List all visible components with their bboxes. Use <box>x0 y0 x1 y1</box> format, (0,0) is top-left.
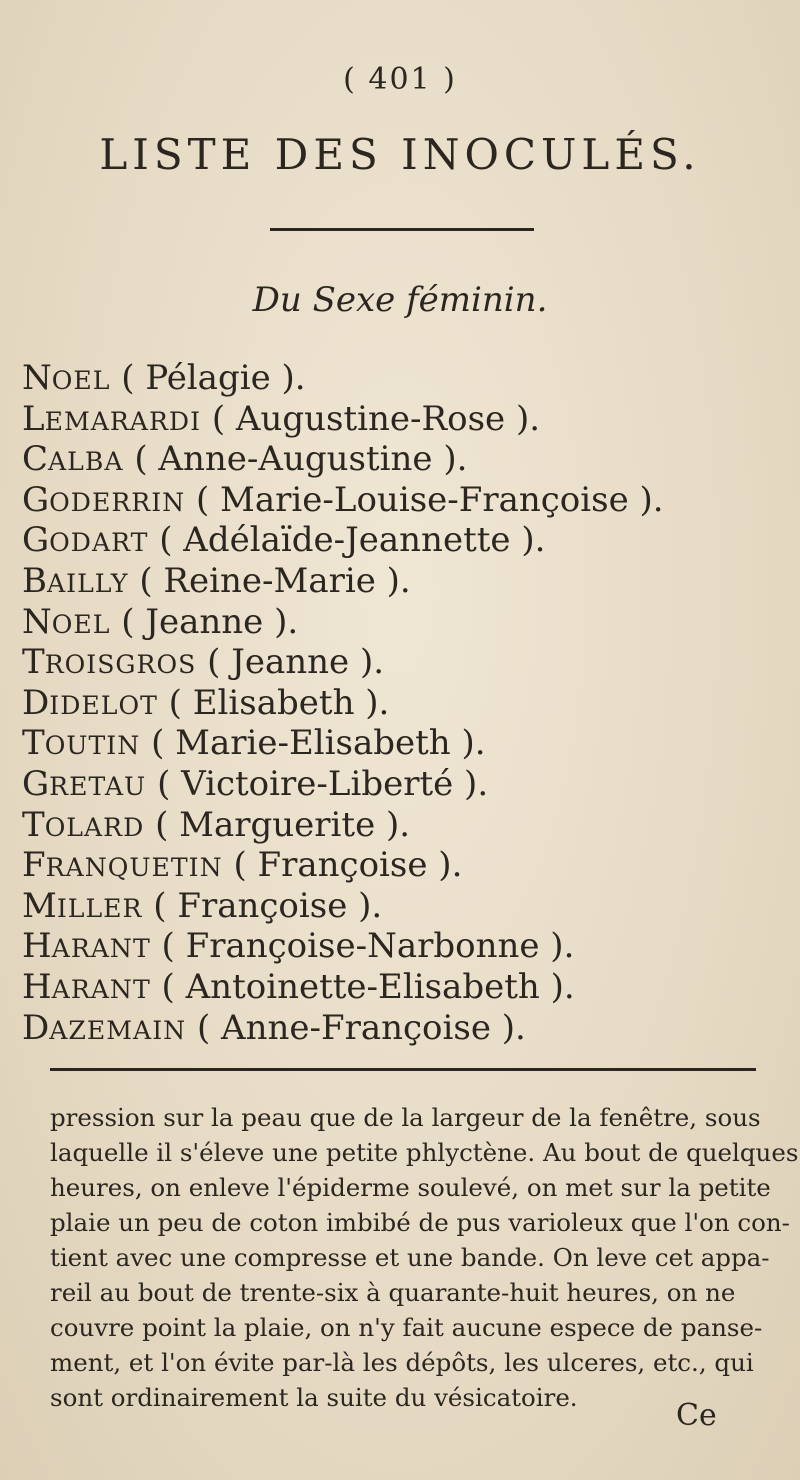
given-names: ( Antoinette-Elisabeth ). <box>161 966 575 1007</box>
given-names: ( Elisabeth ). <box>168 682 390 723</box>
title-rule <box>270 228 534 231</box>
given-names: ( Adélaïde-Jeannette ). <box>159 520 546 561</box>
name-entry <box>22 480 782 521</box>
text-line: ment, et l'on évite par-là les dépôts, les ulceres, etc., qui <box>50 1348 754 1377</box>
surname: CALBA <box>22 439 124 480</box>
given-names: ( Marie-Elisabeth ). <box>151 723 486 764</box>
name-entry <box>22 358 782 399</box>
catchword: Ce <box>676 1398 717 1433</box>
surname: GODERRIN <box>22 479 186 520</box>
surname: GODART <box>22 520 149 561</box>
name-entry <box>22 886 782 927</box>
given-names: ( Françoise ). <box>233 845 463 886</box>
name-entry <box>22 1008 782 1049</box>
given-names: ( Françoise ). <box>153 885 383 926</box>
inoculated-names-list <box>22 358 782 1048</box>
given-names: ( Marguerite ). <box>155 804 411 845</box>
surname: DIDELOT <box>22 682 158 723</box>
given-names: ( Pélagie ). <box>121 358 306 398</box>
name-entry <box>22 723 782 764</box>
surname: TROISGROS <box>22 642 197 683</box>
list-title: LISTE DES INOCULÉS. <box>99 130 701 179</box>
surname: DAZEMAIN <box>22 1007 187 1048</box>
surname: TOUTIN <box>22 723 141 764</box>
given-names: ( Reine-Marie ). <box>139 560 411 601</box>
name-entry <box>22 602 782 643</box>
text-line: couvre point la plaie, on n'y fait aucune espece de panse- <box>50 1313 763 1342</box>
text-line: tient avec une compresse et une bande. On leve cet appa- <box>50 1243 770 1272</box>
surname: HARANT <box>22 926 151 967</box>
name-entry <box>22 399 782 440</box>
given-names: ( Marie-Louise-Françoise ). <box>195 479 664 520</box>
page-number: ( 401 ) <box>343 62 457 97</box>
surname: FRANQUETIN <box>22 845 223 886</box>
given-names: ( Jeanne ). <box>121 601 299 642</box>
section-rule <box>50 1068 756 1071</box>
given-names: ( Victoire-Liberté ). <box>157 763 489 804</box>
given-names: ( Augustine-Rose ). <box>211 398 541 439</box>
surname: BAILLY <box>22 560 129 601</box>
name-entry <box>22 561 782 602</box>
body-paragraph <box>50 1100 799 1415</box>
text-line: pression sur la peau que de la largeur de la fenêtre, sous <box>50 1103 761 1132</box>
given-names: ( Anne-Augustine ). <box>134 439 468 480</box>
given-names: ( Jeanne ). <box>207 642 385 683</box>
text-line: sont ordinairement la suite du vésicatoire. <box>50 1383 578 1412</box>
surname: GRETAU <box>22 763 147 804</box>
name-entry <box>22 764 782 805</box>
surname: NOEL <box>22 601 111 642</box>
text-line: reil au bout de trente-six à quarante-huit heures, on ne <box>50 1278 736 1307</box>
section-subtitle: Du Sexe féminin. <box>252 280 548 320</box>
text-line: heures, on enleve l'épiderme soulevé, on met sur la petite <box>50 1173 771 1202</box>
text-line: laquelle il s'éleve une petite phlyctène. Au bout de quelques <box>50 1138 799 1167</box>
surname: TOLARD <box>22 804 145 845</box>
surname: NOEL <box>22 358 111 398</box>
surname: HARANT <box>22 966 151 1007</box>
name-entry <box>22 683 782 724</box>
text-line: plaie un peu de coton imbibé de pus varioleux que l'on con- <box>50 1208 790 1237</box>
surname: MILLER <box>22 885 143 926</box>
name-entry <box>22 845 782 886</box>
given-names: ( Anne-Françoise ). <box>196 1007 526 1048</box>
name-entry <box>22 520 782 561</box>
given-names: ( Françoise-Narbonne ). <box>161 926 575 967</box>
surname: LEMARARDI <box>22 398 202 439</box>
name-entry <box>22 805 782 846</box>
name-entry <box>22 642 782 683</box>
name-entry <box>22 967 782 1008</box>
name-entry <box>22 926 782 967</box>
name-entry <box>22 439 782 480</box>
